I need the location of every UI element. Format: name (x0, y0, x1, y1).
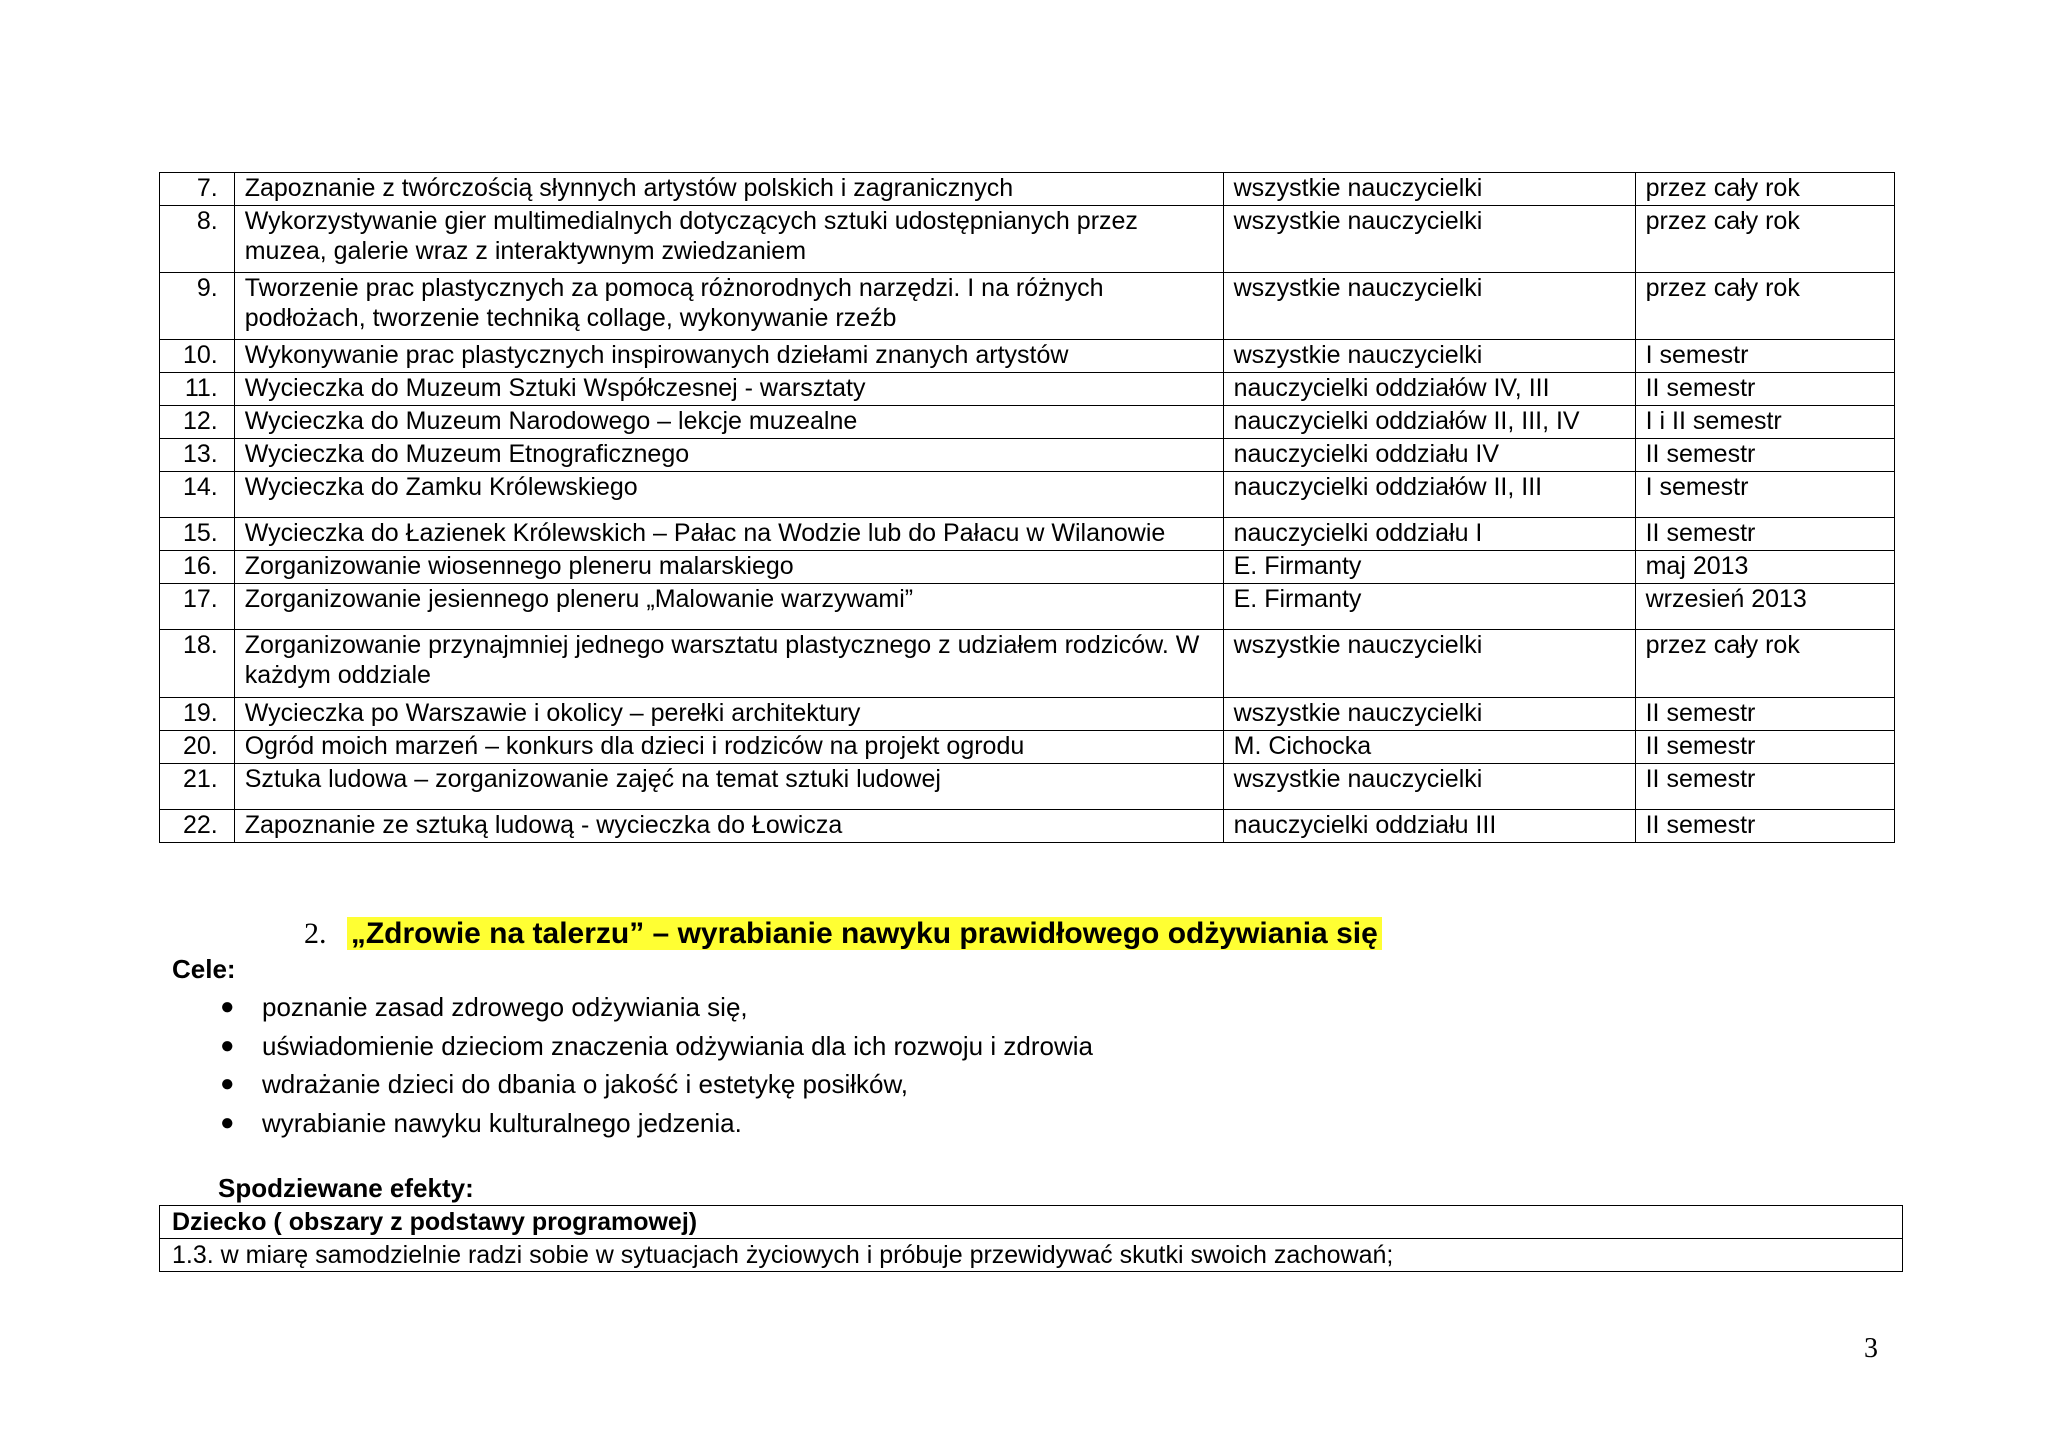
goal-text: wdrażanie dzieci do dbania o jakość i estetykę posiłków, (262, 1069, 909, 1099)
table-row (160, 630, 1895, 698)
goal-text: uświadomienie dzieciom znaczenia odżywiania dla ich rozwoju i zdrowia (262, 1030, 1093, 1061)
activity-description: Wycieczka do Łazienek Królewskich – Pałac na Wodzie lub do Pałacu w Wilanowie (234, 518, 1223, 551)
list-item (220, 1104, 1093, 1143)
activity-description: Sztuka ludowa – zorganizowanie zajęć na temat sztuki ludowej (234, 764, 1223, 810)
goals-list (220, 988, 1093, 1142)
activity-date: I i II semestr (1635, 406, 1894, 439)
responsible-person: wszystkie nauczycielki (1223, 340, 1635, 373)
activity-date: przez cały rok (1635, 173, 1894, 206)
responsible-person: wszystkie nauczycielki (1223, 764, 1635, 810)
table-row (160, 551, 1895, 584)
activity-description: Wykonywanie prac plastycznych inspirowanych dziełami znanych artystów (234, 340, 1223, 373)
activity-date: II semestr (1635, 698, 1894, 731)
effects-label: Spodziewane efekty: (218, 1173, 474, 1203)
activity-date: przez cały rok (1635, 206, 1894, 273)
activity-description: Zorganizowanie wiosennego pleneru malarskiego (234, 551, 1223, 584)
row-number: 18. (160, 630, 235, 698)
table-row (160, 406, 1895, 439)
section-heading (304, 914, 1382, 954)
row-number: 7. (160, 173, 235, 206)
table-header-row (160, 1206, 1903, 1239)
row-number: 8. (160, 206, 235, 273)
activity-description: Wycieczka do Muzeum Narodowego – lekcje muzealne (234, 406, 1223, 439)
table-row (160, 698, 1895, 731)
activity-description: Wykorzystywanie gier multimedialnych dotyczących sztuki udostępnianych przez muzea, galerie wraz z interaktywnym zwiedzaniem (234, 206, 1223, 273)
section-number: 2. (304, 917, 327, 950)
responsible-person: nauczycielki oddziału IV (1223, 439, 1635, 472)
table-row (160, 584, 1895, 630)
activity-date: II semestr (1635, 764, 1894, 810)
activity-description: Wycieczka do Zamku Królewskiego (234, 472, 1223, 518)
activity-description: Zorganizowanie przynajmniej jednego warsztatu plastycznego z udziałem rodziców. W każdym oddziale (234, 630, 1223, 698)
table-row (160, 810, 1895, 843)
activity-date: przez cały rok (1635, 273, 1894, 340)
activity-description: Ogród moich marzeń – konkurs dla dzieci i rodziców na projekt ogrodu (234, 731, 1223, 764)
table-row (160, 1239, 1903, 1272)
effects-header: Dziecko ( obszary z podstawy programowej) (160, 1206, 1903, 1239)
goal-text: poznanie zasad zdrowego odżywiania się, (262, 992, 748, 1022)
table-row (160, 173, 1895, 206)
responsible-person: E. Firmanty (1223, 551, 1635, 584)
activities-table (159, 172, 1895, 843)
effect-text: 1.3. w miarę samodzielnie radzi sobie w sytuacjach życiowych i próbuje przewidywać skutki swoich zachowań; (160, 1239, 1903, 1272)
activity-date: II semestr (1635, 439, 1894, 472)
row-number: 10. (160, 340, 235, 373)
activity-description: Zapoznanie z twórczością słynnych artystów polskich i zagranicznych (234, 173, 1223, 206)
activity-date: II semestr (1635, 518, 1894, 551)
goals-label: Cele: (172, 954, 236, 984)
effects-table (159, 1205, 1903, 1272)
activity-date: wrzesień 2013 (1635, 584, 1894, 630)
responsible-person: wszystkie nauczycielki (1223, 206, 1635, 273)
row-number: 22. (160, 810, 235, 843)
responsible-person: wszystkie nauczycielki (1223, 698, 1635, 731)
activity-date: II semestr (1635, 810, 1894, 843)
activity-description: Wycieczka po Warszawie i okolicy – perełki architektury (234, 698, 1223, 731)
activity-description: Wycieczka do Muzeum Etnograficznego (234, 439, 1223, 472)
responsible-person: nauczycielki oddziałów II, III, IV (1223, 406, 1635, 439)
responsible-person: nauczycielki oddziałów IV, III (1223, 373, 1635, 406)
bullet-icon: ● (220, 1108, 235, 1136)
bullet-icon: ● (220, 993, 235, 1020)
activity-date: maj 2013 (1635, 551, 1894, 584)
table-row (160, 340, 1895, 373)
responsible-person: nauczycielki oddziału III (1223, 810, 1635, 843)
page-number: 3 (1864, 1333, 1878, 1364)
row-number: 11. (160, 373, 235, 406)
list-item (220, 1027, 1093, 1066)
activity-date: II semestr (1635, 373, 1894, 406)
row-number: 21. (160, 764, 235, 810)
activity-description: Tworzenie prac plastycznych za pomocą różnorodnych narzędzi. I na różnych podłożach, tworzenie techniką collage, wykonywanie rzeźb (234, 273, 1223, 340)
activity-date: przez cały rok (1635, 630, 1894, 698)
list-item (220, 988, 1093, 1027)
table-row (160, 764, 1895, 810)
bullet-icon: ● (220, 1031, 235, 1059)
table-row (160, 472, 1895, 518)
bullet-icon: ● (220, 1070, 235, 1097)
activity-description: Zapoznanie ze sztuką ludową - wycieczka do Łowicza (234, 810, 1223, 843)
goal-text: wyrabianie nawyku kulturalnego jedzenia. (262, 1107, 742, 1138)
row-number: 16. (160, 551, 235, 584)
table-row (160, 731, 1895, 764)
row-number: 14. (160, 472, 235, 518)
row-number: 12. (160, 406, 235, 439)
responsible-person: nauczycielki oddziału I (1223, 518, 1635, 551)
activity-description: Wycieczka do Muzeum Sztuki Współczesnej - warsztaty (234, 373, 1223, 406)
activity-date: II semestr (1635, 731, 1894, 764)
table-row (160, 439, 1895, 472)
row-number: 15. (160, 518, 235, 551)
activity-date: I semestr (1635, 340, 1894, 373)
row-number: 13. (160, 439, 235, 472)
table-row (160, 206, 1895, 273)
table-row (160, 373, 1895, 406)
row-number: 20. (160, 731, 235, 764)
list-item (220, 1065, 1093, 1104)
activity-description: Zorganizowanie jesiennego pleneru „Malowanie warzywami” (234, 584, 1223, 630)
row-number: 17. (160, 584, 235, 630)
responsible-person: wszystkie nauczycielki (1223, 273, 1635, 340)
table-row (160, 273, 1895, 340)
responsible-person: M. Cichocka (1223, 731, 1635, 764)
section-title: „Zdrowie na talerzu” – wyrabianie nawyku prawidłowego odżywiania się (347, 917, 1382, 950)
activity-date: I semestr (1635, 472, 1894, 518)
row-number: 9. (160, 273, 235, 340)
responsible-person: wszystkie nauczycielki (1223, 630, 1635, 698)
table-row (160, 518, 1895, 551)
responsible-person: nauczycielki oddziałów II, III (1223, 472, 1635, 518)
row-number: 19. (160, 698, 235, 731)
responsible-person: E. Firmanty (1223, 584, 1635, 630)
responsible-person: wszystkie nauczycielki (1223, 173, 1635, 206)
